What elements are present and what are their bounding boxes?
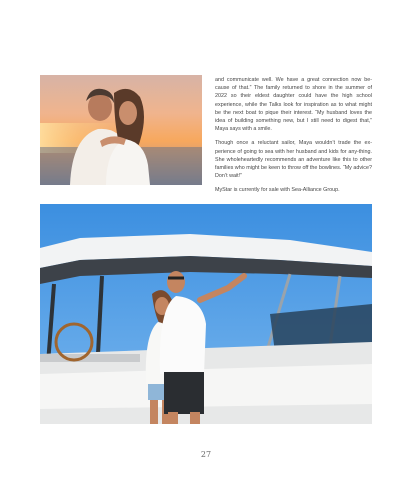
page-number: 27 — [200, 450, 212, 459]
article-text — [215, 76, 372, 195]
article-paragraph: Though once a reluctant sailor, Maya wouldn’t trade the ex-perience of going to sea with her husband and kids for any-thing. She wholeheartedly recommends an adventure like this to other families who might be keen to throw off the bowlines. “My advice? Don’t wait!” — [215, 140, 372, 180]
couple-on-yacht-photo — [40, 204, 372, 424]
article-paragraph: MyStar is currently for sale with Sea-Alliance Group. — [215, 187, 340, 194]
article-paragraph: and communicate well. We have a great connection now be-cause of that.” The family returned to shore in the summer of 2022 so their eldest daughter could have the high school experience, while the Talks look for inspiration as to what might be the next boat to pique their interest. “My husband loves the idea of building something new, but I still need to digest that,” Maya says with a smile. — [215, 77, 372, 133]
couple-sunset-photo — [40, 75, 202, 185]
